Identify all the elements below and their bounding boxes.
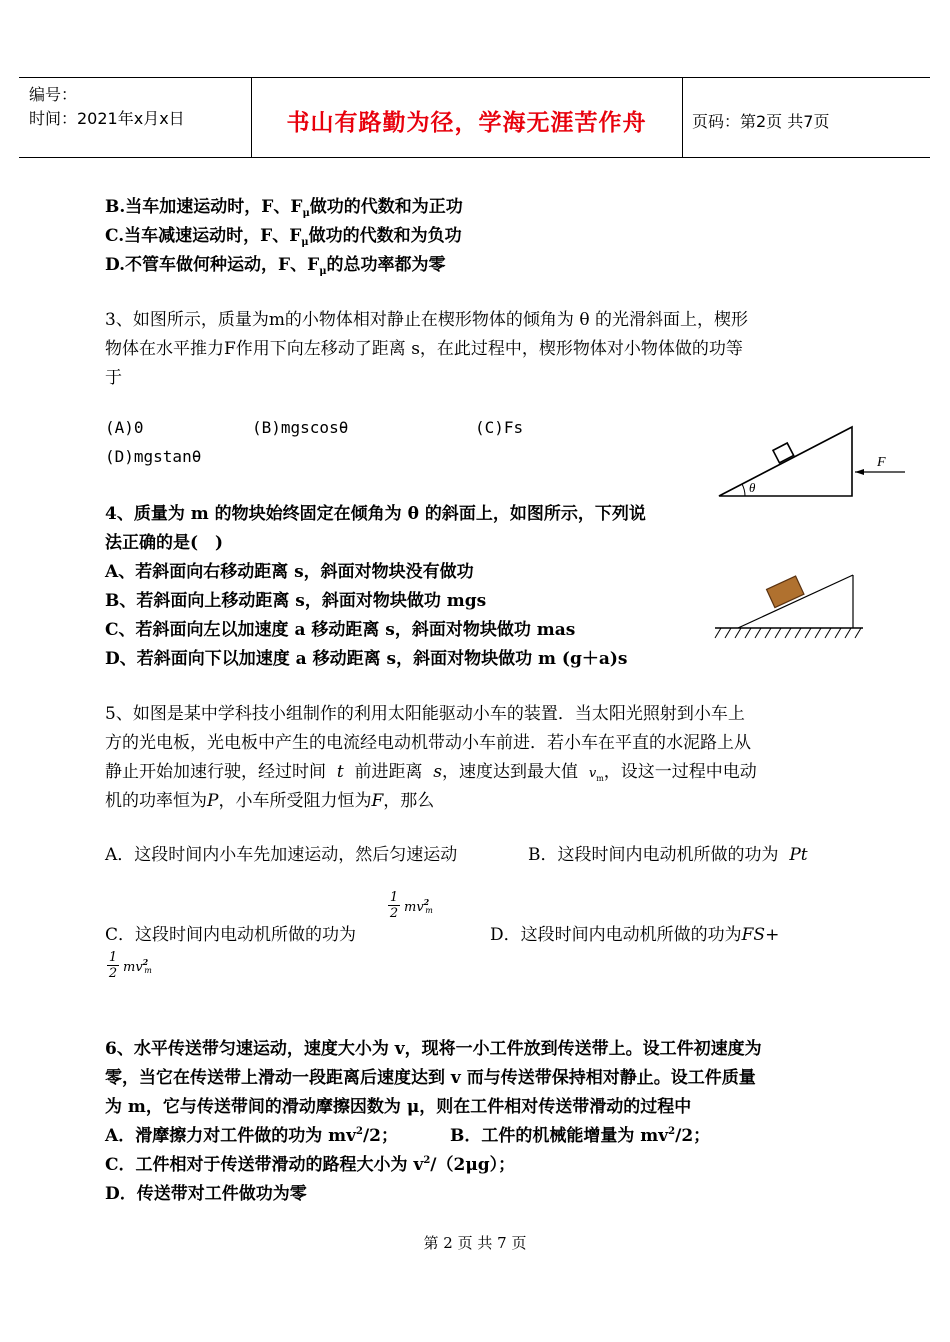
time-label: 时间：2021年x月x日 — [29, 109, 185, 128]
force-arrowhead — [855, 469, 864, 475]
q5-option-b: B．这段时间内电动机所做的功为 Pt — [528, 845, 808, 865]
q3-stem-line-1: 3、如图所示，质量为m的小物体相对静止在楔形物体的倾角为 θ 的光滑斜面上，楔形 — [105, 310, 748, 330]
page-label: 页码：第2页 共7页 — [692, 112, 830, 131]
header-motto-cell — [251, 78, 683, 157]
wedge-shape — [719, 427, 852, 496]
q3-wedge-figure — [715, 424, 915, 504]
q5-option-c: C．这段时间内电动机所做的功为 — [105, 925, 357, 945]
q5-option-a: A．这段时间内小车先加速运动，然后匀速运动 — [105, 845, 458, 865]
ground-hatching — [715, 628, 861, 638]
q6-stem-line-1: 6、水平传送带匀速运动，速度大小为 v，现将一小工件放到传送带上。设工件初速度为 — [105, 1039, 762, 1059]
q2-option-c: C.当车减速运动时，F、$F_\mu$做功的代数和为负功 — [105, 226, 462, 248]
header-left-cell — [19, 78, 252, 157]
q6-stem-line-2: 零，当它在传送带上滑动一段距离后速度达到 v 而与传送带保持相对静止。设工件质量 — [105, 1068, 756, 1088]
q3-stem-line-2: 物体在水平推力F作用下向左移动了距离 s，在此过程中，楔形物体对小物体做的功等 — [105, 339, 743, 359]
q4-option-c: C、若斜面向左以加速度 a 移动距离 s，斜面对物块做功 mas — [105, 620, 576, 640]
q4-incline-figure — [713, 570, 868, 650]
q4-option-a: A、若斜面向右移动距离 s，斜面对物块没有做功 — [105, 562, 474, 582]
q5-option-c-formula: 1 2 $mv^2m$ — [389, 890, 433, 921]
q5-option-d-formula: 1 2 $mv^2m$ — [108, 950, 152, 981]
page-header — [19, 77, 930, 158]
block-on-incline — [767, 576, 804, 608]
page-footer: 第 2 页 共 7 页 — [423, 1234, 527, 1252]
q5-stem-line-2: 方的光电板，光电板中产生的电流经电动机带动小车前进．若小车在平直的水泥路上从 — [105, 733, 751, 753]
q5-stem-line-1: 5、如图是某中学科技小组制作的利用太阳能驱动小车的装置．当太阳光照射到小车上 — [105, 704, 745, 724]
q4-stem-line-2: 法正确的是( ) — [105, 533, 224, 553]
q4-option-b: B、若斜面向上移动距离 s，斜面对物块做功 mgs — [105, 591, 487, 611]
q3-option-c: (C)Fs — [475, 418, 524, 437]
angle-arc — [742, 484, 745, 496]
q3-option-d: (D)mgstanθ — [105, 447, 202, 466]
q6-stem-line-3: 为 m，它与传送带间的滑动摩擦因数为 μ，则在工件相对传送带滑动的过程中 — [105, 1097, 692, 1117]
number-label: 编号： — [29, 85, 78, 104]
q5-stem-line-4: 机的功率恒为P，小车所受阻力恒为F，那么 — [105, 791, 435, 811]
q3-stem-line-3: 于 — [105, 368, 122, 388]
q6-option-c: C．工件相对于传送带滑动的路程大小为 $v^2/(2\mu g)$； — [105, 1155, 516, 1175]
force-label: F — [877, 455, 886, 470]
q5-stem-line-3: 静止开始加速行驶，经过时间 t 前进距离 s，速度达到最大值 $v_m$，设这一过程中电动 — [105, 762, 757, 783]
q4-stem-line-1: 4、质量为 m 的物块始终固定在倾角为 θ 的斜面上，如图所示，下列说 — [105, 504, 646, 524]
q6-option-b: B．工件的机械能增量为 $mv^2/2$； — [450, 1126, 711, 1146]
q2-option-b: B.当车加速运动时，F、$F_\mu$做功的代数和为正功 — [105, 197, 463, 219]
header-right-cell — [682, 78, 930, 157]
q2-option-d: D.不管车做何种运动，F、$F_\mu$的总功率都为零 — [105, 255, 446, 277]
small-block — [773, 443, 794, 463]
motto: 书山有路勤为径，学海无涯苦作舟 — [286, 110, 647, 136]
q6-option-d: D．传送带对工件做功为零 — [105, 1184, 307, 1204]
q4-option-d: D、若斜面向下以加速度 a 移动距离 s，斜面对物块做功 m (g＋a)s — [105, 649, 628, 669]
theta-label: θ — [749, 480, 756, 495]
q3-option-a: (A)0 — [105, 418, 144, 437]
q3-option-b: (B)mgscosθ — [252, 418, 349, 437]
q5-option-d: D．这段时间内电动机所做的功为FS+ — [490, 925, 780, 945]
q6-option-a: A．滑摩擦力对工件做的功为 $mv^2/2$； — [105, 1126, 398, 1146]
